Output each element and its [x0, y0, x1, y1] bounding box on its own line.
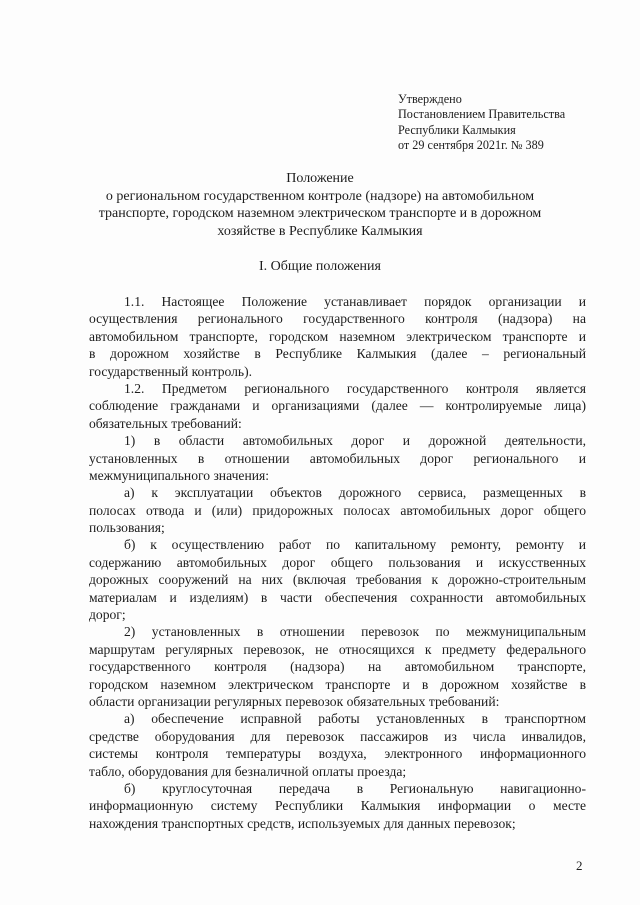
body-line: средстве оборудования для перевозок пассажиров из числа инвалидов, [89, 728, 586, 744]
body-line: дорог; [89, 607, 126, 623]
body-line: полосах отвода и (или) придорожных полосах автомобильных дорог общего [89, 502, 586, 518]
body-line: материалам и изделиям) в части обеспечения сохранности автомобильных [89, 589, 586, 605]
body-line: в дорожном хозяйстве в Республике Калмыкия (далее – региональный [89, 346, 586, 362]
body-line: 2) установленных в отношении перевозок по межмуниципальным [124, 624, 586, 640]
body-line: государственного контроля (надзора) на автомобильном транспорте, [89, 659, 586, 675]
body-line: маршрутам регулярных перевозок, не относящихся к предмету федерального [89, 641, 586, 657]
body-line: 1.1. Настоящее Положение устанавливает порядок организации и [124, 294, 586, 309]
body-line: содержанию автомобильных дорог общего пользования и искусственных [89, 554, 586, 570]
approval-line: Постановлением Правительства [398, 107, 566, 122]
body-line: обязательных требований: [89, 415, 242, 431]
approval-line: от 29 сентября 2021г. № 389 [398, 137, 544, 152]
body-line: б) к осуществлению работ по капитальному ремонту, ремонту и [124, 537, 586, 553]
document-title [60, 170, 580, 240]
body-line: а) обеспечение исправной работы установленных в транспортном [124, 711, 586, 727]
body-line: государственный контроль). [89, 363, 253, 379]
body-line: информационную систему Республики Калмыкия информации о месте [89, 798, 586, 814]
approval-stamp [398, 92, 565, 153]
body-line: нахождения транспортных средств, используемых для данных перевозок; [89, 815, 516, 831]
page-number: 2 [576, 858, 583, 873]
title-line: хозяйстве в Республике Калмыкия [217, 223, 423, 239]
document-body [89, 293, 586, 832]
section-heading: I. Общие положения [259, 259, 381, 274]
title-line: о региональном государственном контроле (надзоре) на автомобильном [105, 188, 535, 204]
body-line: автомобильном транспорте, городском наземном электрическом транспорте и [89, 328, 586, 344]
body-line: б) круглосуточная передача в Региональную навигационно- [124, 780, 586, 796]
body-line: системы контроля температуры воздуха, электронного информационного [89, 746, 586, 762]
approval-line: Утверждено [398, 92, 462, 106]
body-line: дорожных сооружений на них (включая требования к дорожно-строительным [89, 572, 586, 588]
title-line: транспорте, городском наземном электрическом транспорте и в дорожном [98, 206, 542, 221]
body-line: 1.2. Предметом регионального государственного контроля является [124, 380, 586, 396]
body-line: межмуниципального значения: [89, 467, 270, 483]
body-line: городском наземном электрическом транспорте и в дорожном хозяйстве в [89, 676, 586, 692]
body-line: а) к эксплуатации объектов дорожного сервиса, размещенных в [124, 485, 586, 501]
body-line: 1) в области автомобильных дорог и дорожной деятельности, [124, 433, 586, 449]
body-line: установленных в отношении автомобильных дорог регионального и [89, 450, 586, 466]
title-line: Положение [286, 171, 354, 186]
body-line: табло, оборудования для безналичной оплаты проезда; [89, 763, 407, 779]
approval-line: Республики Калмыкия [398, 122, 516, 137]
body-line: пользования; [89, 520, 165, 536]
body-line: осуществления регионального государственного контроля (надзора) на [89, 311, 586, 327]
body-line: области организации регулярных перевозок обязательных требований: [89, 693, 500, 709]
body-line: соблюдение гражданами и организациями (далее — контролируемые лица) [89, 398, 586, 414]
